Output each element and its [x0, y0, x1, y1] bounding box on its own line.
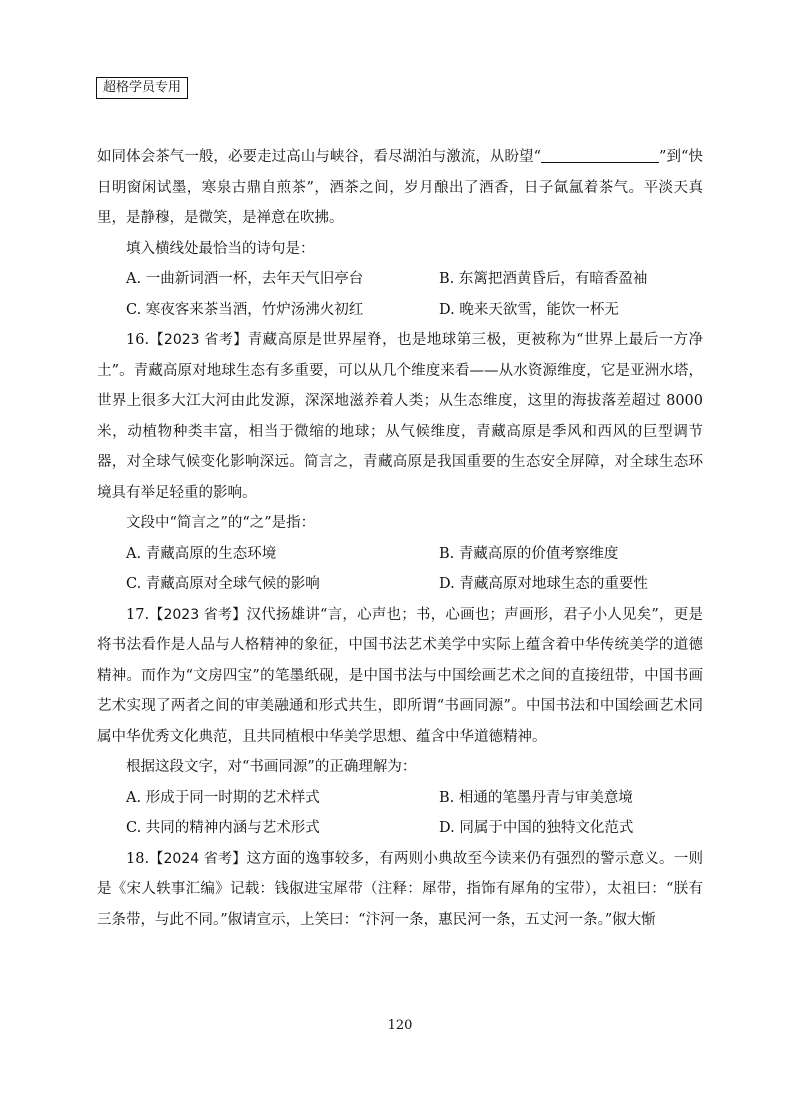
question-16	[97, 325, 703, 508]
page-content	[97, 142, 703, 935]
option-a: A. 一曲新词酒一杯，去年天气旧亭台	[126, 271, 364, 287]
question-17	[97, 600, 703, 753]
question-source: 【2023 省考】	[149, 332, 248, 348]
question-prompt: 根据这段文字，对“书画同源”的正确理解为：	[126, 759, 417, 775]
option-d: D. 晚来天欲雪，能饮一杯无	[439, 301, 619, 318]
options-row	[97, 295, 703, 326]
option-c: C. 青藏高原对全球气候的影响	[126, 576, 320, 592]
question-number: 16.	[126, 332, 150, 348]
option-a: A. 青藏高原的生态环境	[126, 545, 277, 562]
question-18	[97, 844, 703, 936]
option-b: B. 相通的笔墨丹青与审美意境	[439, 789, 633, 806]
question-text: 这方面的逸事较多，有两则小典故至今读来仍有强烈的警示意义。一则是《宋人轶事汇编》记载：钱俶进宝犀带（注释：犀带，指饰有犀角的宝带），太祖曰：“朕有三条带，与此不同。”俶请宣示，上笑曰：“汴河一条，惠民河一条，五丈河一条。”俶大惭	[97, 850, 703, 928]
option-c: C. 共同的精神内涵与艺术形式	[126, 820, 320, 836]
question-prompt: 填入横线处最恰当的诗句是：	[126, 240, 315, 257]
option-d: D. 同属于中国的独特文化范式	[439, 820, 634, 836]
option-b: B. 东篱把酒黄昏后，有暗香盈袖	[439, 271, 648, 287]
options-row	[97, 264, 703, 295]
options-row	[97, 569, 703, 600]
passage-continuation: 如同体会茶气一般，必要走过高山与峡谷，看尽湖泊与激流，从盼望“ ”到“快日明窗闲试墨，寒泉古鼎自煎茶”，酒茶之间，岁月酿出了酒香，日子氤氲着茶气。平淡天真里，是静穆，是微笑，是禅意在吹拂。	[97, 149, 704, 226]
question-text: 汉代扬雄讲“言，心声也；书，心画也；声画形，君子小人见矣”，更是将书法看作是人品与人格精神的象征，中国书法艺术美学中实际上蕴含着中华传统美学的道德精神。而作为“文房四宝”的笔墨纸砚，是中国书法与中国绘画艺术之间的直接纽带，中国书画艺术实现了两者之间的审美融通和形式共生，即所谓“书画同源”。中国书法和中国绘画艺术同属中华优秀文化典范，且共同植根中华美学思想、蕴含中华道德精神。	[97, 606, 703, 745]
question-text: 青藏高原是世界屋脊，也是地球第三极，更被称为“世界上最后一方净土”。青藏高原对地球生态有多重要，可以从几个维度来看——从水资源维度，它是亚洲水塔，世界上很多大江大河由此发源，深深地滋养着人类；从生态维度，这里的海拔落差超过 8000 米，动植物种类丰富，相当于微缩的地球；从气候维度，青藏高原是季风和西风的巨型调节器，对全球气候变化影响深远。简言之，青藏高原是我国重要的生态安全屏障，对全球生态环境具有举足轻重的影响。	[97, 332, 703, 501]
question-number: 17.	[126, 606, 150, 623]
question-source: 【2023 省考】	[149, 606, 247, 623]
question-number: 18.	[126, 850, 150, 867]
options-row	[97, 539, 703, 570]
question-prompt: 文段中“简言之”的“之”是指：	[126, 515, 316, 531]
option-a: A. 形成于同一时期的艺术样式	[126, 789, 320, 806]
page-number: 120	[387, 1018, 413, 1033]
exclusive-label: 超格学员专用	[96, 77, 188, 99]
option-b: B. 青藏高原的价值考察维度	[439, 545, 619, 562]
option-d: D. 青藏高原对地球生态的重要性	[439, 576, 648, 592]
fill-blank-line	[541, 148, 659, 163]
options-row	[97, 783, 703, 814]
question-source: 【2024 省考】	[149, 850, 247, 867]
option-c: C. 寒夜客来茶当酒，竹炉汤沸火初红	[126, 301, 364, 318]
options-row	[97, 813, 703, 844]
